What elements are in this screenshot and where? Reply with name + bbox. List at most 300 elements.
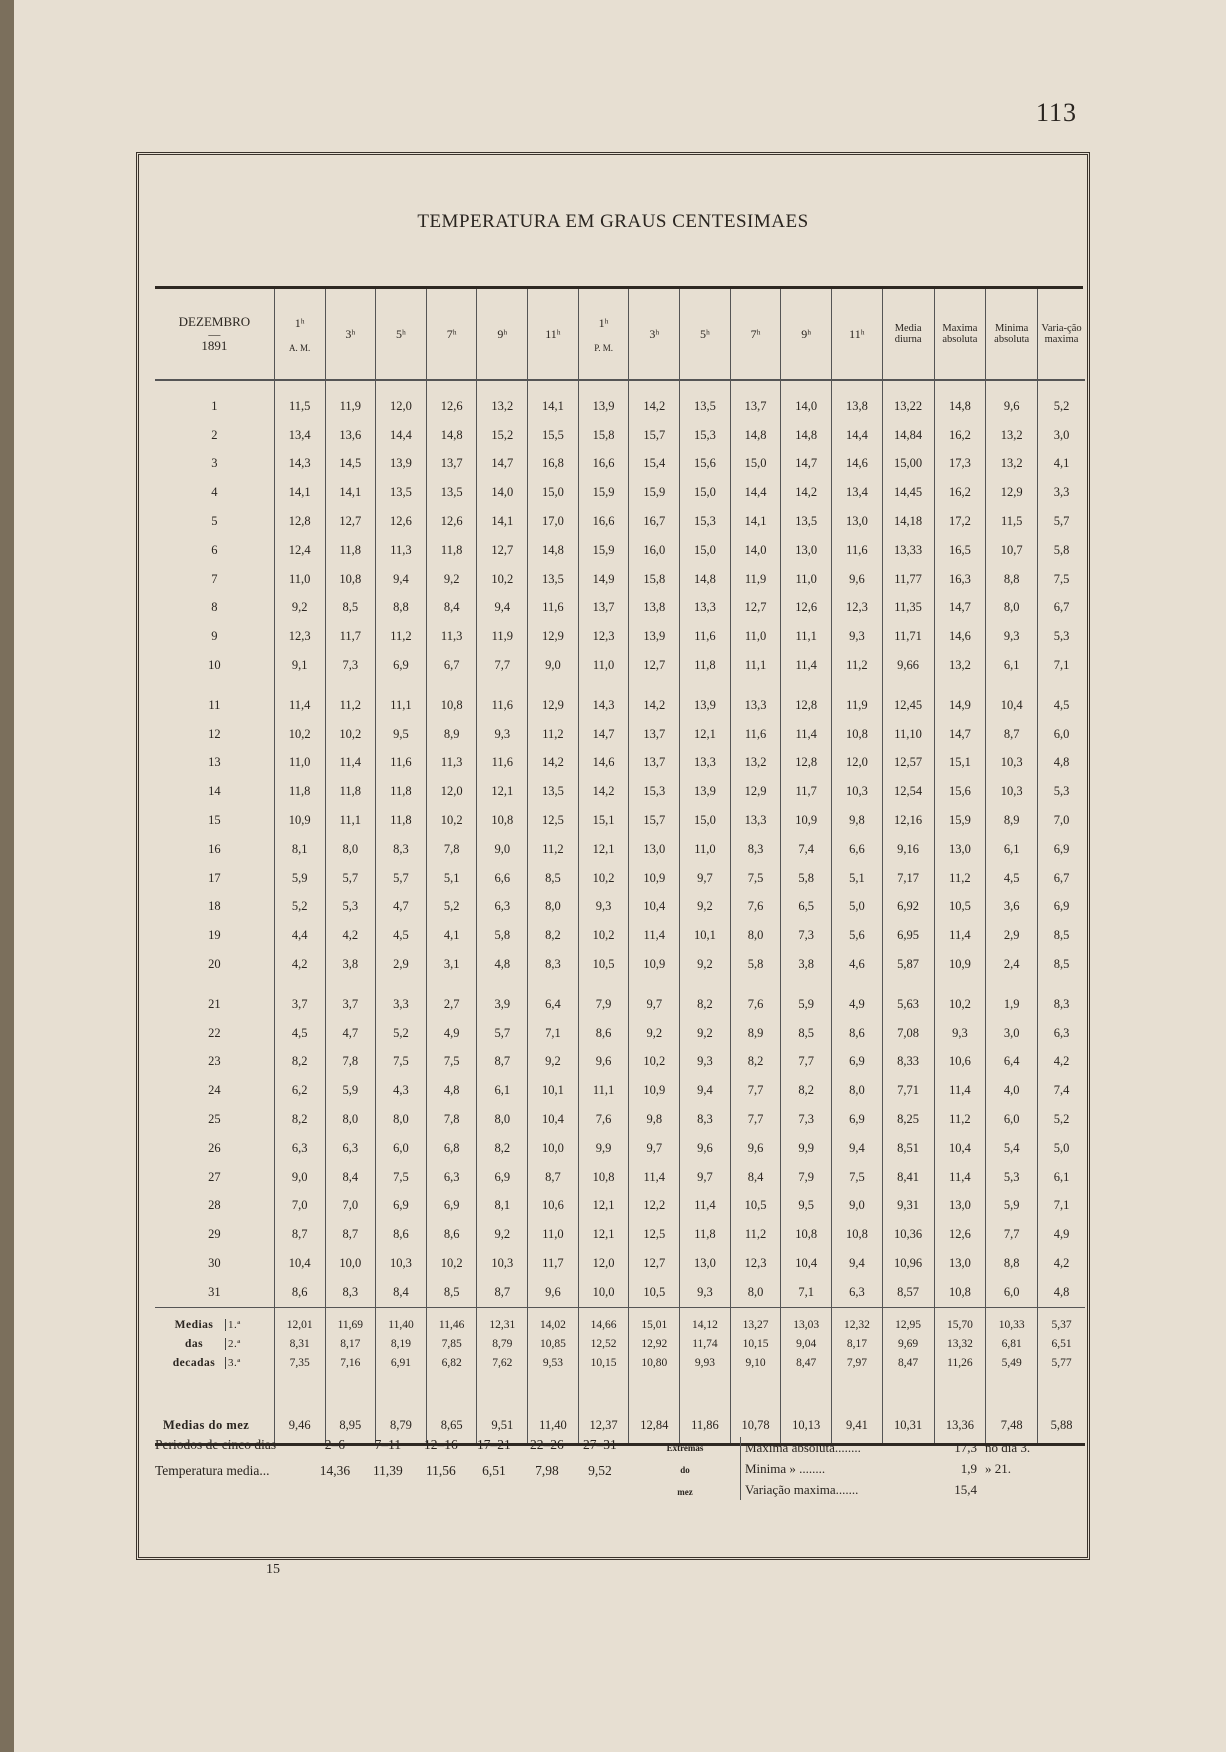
decade-label: Medias [174,1319,214,1332]
day-cell: 18 [208,899,221,914]
value-cell: 12,0 [426,777,477,806]
decade-row [155,1316,1085,1335]
value-cell: 11,2 [934,864,986,893]
value-cell: 9,2 [680,950,731,979]
value-cell: 8,6 [274,1278,325,1307]
value-cell: 9,6 [832,565,883,594]
value-cell: 4,9 [832,990,883,1019]
period-temperature: 6,51 [482,1463,506,1478]
day-cell: 2 [211,427,218,442]
value-cell: 10,9 [629,950,680,979]
decade-value: 12,92 [629,1335,680,1354]
value-cell: 11,4 [934,1076,986,1105]
value-cell: 13,5 [781,507,832,536]
value-cell: 10,2 [426,1249,477,1278]
value-cell: 5,7 [325,864,376,893]
value-cell: 5,0 [1038,1134,1085,1163]
column-header-2 [325,289,376,380]
spacer-cell [882,680,934,691]
value-cell: 8,4 [730,1163,781,1192]
spacer-cell [882,380,934,392]
decade-value: 10,33 [986,1316,1038,1335]
day-cell: 3 [211,456,218,471]
value-cell: 11,2 [934,1105,986,1134]
value-cell: 5,2 [1038,1105,1085,1134]
table-row [155,835,1085,864]
value-cell: 12,7 [477,536,528,565]
spacer-cell [934,380,986,392]
value-cell: 5,8 [477,921,528,950]
value-cell: 10,9 [274,806,325,835]
spacer-cell [1038,979,1085,990]
value-cell: 8,0 [986,594,1038,623]
value-cell: 6,2 [274,1076,325,1105]
value-cell: 11,2 [376,622,427,651]
column-header-4 [426,289,477,380]
value-cell: 8,2 [477,1134,528,1163]
value-cell: 14,6 [832,450,883,479]
value-cell: 14,7 [781,450,832,479]
value-cell: 5,7 [477,1019,528,1048]
table-row [155,450,1085,479]
value-cell: 14,2 [528,749,579,778]
value-cell: 5,87 [882,950,934,979]
value-cell: 8,0 [832,1076,883,1105]
extreme-item [745,1437,1075,1458]
value-cell: 11,3 [426,749,477,778]
period-temperature: 14,36 [319,1463,351,1478]
value-cell: 7,0 [1038,806,1085,835]
table-row [155,691,1085,720]
spacer-cell [528,680,579,691]
value-cell: 10,6 [528,1192,579,1221]
decade-value: 13,32 [934,1335,986,1354]
value-cell: 15,9 [578,536,629,565]
value-cell: 3,8 [781,950,832,979]
value-cell: 8,4 [376,1278,427,1307]
day-cell: 20 [208,957,221,972]
value-cell: 14,6 [934,622,986,651]
spacer-cell [680,1307,731,1316]
value-cell: 10,3 [986,749,1038,778]
period-value: 22–26 [530,1437,564,1452]
value-cell: 14,1 [274,478,325,507]
value-cell: 15,5 [528,421,579,450]
value-cell: 8,5 [781,1019,832,1048]
value-cell: 13,2 [730,749,781,778]
value-cell: 7,6 [730,893,781,922]
value-cell: 9,3 [832,622,883,651]
decade-value: 9,10 [730,1354,781,1373]
value-cell: 10,8 [477,806,528,835]
value-cell: 9,6 [578,1048,629,1077]
value-cell: 17,3 [934,450,986,479]
decade-value: 7,35 [274,1354,325,1373]
spacer-cell [325,979,376,990]
value-cell: 16,2 [934,421,986,450]
decade-value: 15,01 [629,1316,680,1335]
day-cell: 28 [208,1198,221,1213]
value-cell: 14,8 [426,421,477,450]
spacer-cell [629,680,680,691]
value-cell: 7,1 [1038,1192,1085,1221]
value-cell: 8,9 [986,806,1038,835]
day-cell: 16 [208,841,221,856]
value-cell: 14,0 [781,392,832,421]
value-cell: 6,3 [426,1163,477,1192]
day-cell: 8 [211,600,218,615]
value-cell: 7,6 [730,990,781,1019]
value-cell: 9,9 [578,1134,629,1163]
value-cell: 6,7 [1038,594,1085,623]
value-cell: 15,6 [680,450,731,479]
value-cell: 10,8 [325,565,376,594]
spacer-cell [1038,1307,1085,1316]
value-cell: 10,0 [528,1134,579,1163]
day-cell: 29 [208,1227,221,1242]
value-cell: 11,1 [730,651,781,680]
value-cell: 8,6 [832,1019,883,1048]
value-cell: 10,2 [629,1048,680,1077]
value-cell: 11,0 [730,622,781,651]
value-cell: 10,5 [730,1192,781,1221]
spacer-row [155,380,1085,392]
decade-value: 10,85 [528,1335,579,1354]
value-cell: 5,7 [1038,507,1085,536]
column-header-label: 11ʰ [849,326,865,341]
value-cell: 8,1 [274,835,325,864]
value-cell: 11,6 [528,594,579,623]
value-cell: 8,25 [882,1105,934,1134]
value-cell: 7,0 [274,1192,325,1221]
value-cell: 5,2 [376,1019,427,1048]
value-cell: 14,1 [325,478,376,507]
extreme-when: » 21. [985,1461,1011,1476]
value-cell: 5,9 [781,990,832,1019]
decade-row [155,1335,1085,1354]
month-mean-value: 12,37 [578,1373,629,1437]
value-cell: 15,0 [680,478,731,507]
value-cell: 14,8 [781,421,832,450]
table-row [155,1019,1085,1048]
spacer-cell [781,380,832,392]
month-mean-value: 5,88 [1038,1373,1085,1437]
value-cell: 5,9 [274,864,325,893]
table-row [155,1163,1085,1192]
extremes-label-2: do [680,1465,690,1475]
decade-value: 13,27 [730,1316,781,1335]
value-cell: 5,3 [325,893,376,922]
value-cell: 7,6 [578,1105,629,1134]
value-cell: 8,8 [376,594,427,623]
value-cell: 8,6 [376,1220,427,1249]
value-cell: 7,5 [376,1048,427,1077]
value-cell: 4,1 [426,921,477,950]
spacer-cell [274,979,325,990]
value-cell: 11,3 [426,622,477,651]
value-cell: 14,3 [578,691,629,720]
month-dash: — [208,327,221,341]
spacer-cell [477,380,528,392]
value-cell: 7,5 [426,1048,477,1077]
spacer-cell [477,680,528,691]
decade-value: 5,37 [1038,1316,1085,1335]
value-cell: 6,7 [426,651,477,680]
value-cell: 6,3 [325,1134,376,1163]
value-cell: 13,3 [680,749,731,778]
extreme-value: 15,4 [954,1482,977,1497]
value-cell: 9,0 [274,1163,325,1192]
table-row [155,1076,1085,1105]
value-cell: 10,2 [426,806,477,835]
value-cell: 10,6 [934,1048,986,1077]
value-cell: 11,8 [426,536,477,565]
month-mean-value: 11,40 [528,1373,579,1437]
value-cell: 13,7 [426,450,477,479]
period-temperature: 9,52 [588,1463,612,1478]
spacer-cell [832,1307,883,1316]
value-cell: 11,8 [680,651,731,680]
value-cell: 7,5 [376,1163,427,1192]
value-cell: 11,1 [578,1076,629,1105]
value-cell: 9,8 [832,806,883,835]
value-cell: 4,8 [477,950,528,979]
value-cell: 12,7 [325,507,376,536]
value-cell: 16,3 [934,565,986,594]
month-mean-value: 12,84 [629,1373,680,1437]
value-cell: 9,6 [680,1134,731,1163]
spacer-cell [934,979,986,990]
value-cell: 11,6 [730,720,781,749]
value-cell: 11,4 [680,1192,731,1221]
decade-value: 8,17 [325,1335,376,1354]
value-cell: 9,2 [680,893,731,922]
value-cell: 13,3 [730,806,781,835]
day-cell: 14 [208,784,221,799]
value-cell: 8,3 [325,1278,376,1307]
value-cell: 13,0 [781,536,832,565]
value-cell: 5,8 [1038,536,1085,565]
value-cell: 3,7 [325,990,376,1019]
value-cell: 6,9 [1038,835,1085,864]
spacer-cell [426,680,477,691]
value-cell: 10,3 [376,1249,427,1278]
spacer-cell [1038,680,1085,691]
day-cell: 17 [208,870,221,885]
value-cell: 7,8 [426,1105,477,1134]
spacer-cell [680,380,731,392]
value-cell: 9,2 [629,1019,680,1048]
decade-value: 8,47 [781,1354,832,1373]
value-cell: 12,0 [832,749,883,778]
value-cell: 9,4 [832,1249,883,1278]
decade-value: 5,49 [986,1354,1038,1373]
column-header-label: Minima absoluta [994,323,1030,345]
column-header-7 [578,289,629,380]
value-cell: 14,45 [882,478,934,507]
value-cell: 8,7 [477,1048,528,1077]
column-header-label: 3ʰ [649,326,660,341]
value-cell: 4,2 [325,921,376,950]
value-cell: 11,4 [274,691,325,720]
day-cell: 15 [208,813,221,828]
value-cell: 13,7 [629,720,680,749]
value-cell: 9,4 [832,1134,883,1163]
value-cell: 12,8 [274,507,325,536]
value-cell: 12,54 [882,777,934,806]
decade-value: 7,97 [832,1354,883,1373]
value-cell: 13,0 [934,1249,986,1278]
value-cell: 12,3 [730,1249,781,1278]
value-cell: 5,8 [781,864,832,893]
value-cell: 12,9 [730,777,781,806]
day-cell: 22 [208,1025,221,1040]
value-cell: 9,0 [832,1192,883,1221]
column-header-16 [1038,289,1085,380]
value-cell: 8,2 [680,990,731,1019]
value-cell: 7,8 [426,835,477,864]
decade-label-cell [155,1335,274,1354]
value-cell: 11,4 [781,651,832,680]
value-cell: 6,4 [528,990,579,1019]
value-cell: 11,0 [528,1220,579,1249]
value-cell: 7,08 [882,1019,934,1048]
value-cell: 15,1 [578,806,629,835]
table-row [155,1048,1085,1077]
value-cell: 10,4 [528,1105,579,1134]
value-cell: 5,4 [986,1134,1038,1163]
value-cell: 10,96 [882,1249,934,1278]
spacer-cell [680,680,731,691]
value-cell: 14,0 [730,536,781,565]
value-cell: 13,9 [578,392,629,421]
decade-value: 11,69 [325,1316,376,1335]
value-cell: 15,0 [680,806,731,835]
value-cell: 16,6 [578,450,629,479]
value-cell: 11,6 [376,749,427,778]
value-cell: 7,7 [986,1220,1038,1249]
value-cell: 14,7 [934,720,986,749]
value-cell: 7,5 [1038,565,1085,594]
value-cell: 9,9 [781,1134,832,1163]
value-cell: 3,3 [1038,478,1085,507]
value-cell: 9,66 [882,651,934,680]
value-cell: 10,5 [629,1278,680,1307]
decade-value: 10,15 [578,1354,629,1373]
value-cell: 13,0 [629,835,680,864]
value-cell: 14,8 [528,536,579,565]
value-cell: 7,3 [781,1105,832,1134]
value-cell: 6,4 [986,1048,1038,1077]
value-cell: 13,5 [528,777,579,806]
value-cell: 9,4 [376,565,427,594]
table-row [155,921,1085,950]
spacer-cell [426,1307,477,1316]
value-cell: 14,9 [934,691,986,720]
value-cell: 4,5 [376,921,427,950]
value-cell: 3,1 [426,950,477,979]
extremes-label [650,1437,720,1503]
value-cell: 7,9 [578,990,629,1019]
value-cell: 13,9 [680,691,731,720]
column-header-15 [986,289,1038,380]
month-header [155,289,274,380]
value-cell: 9,2 [426,565,477,594]
value-cell: 14,3 [274,450,325,479]
decade-value: 12,95 [882,1316,934,1335]
decade-value: 8,19 [376,1335,427,1354]
spacer-cell [274,680,325,691]
day-cell: 23 [208,1054,221,1069]
spacer-cell [528,380,579,392]
column-header-label: 3ʰ [345,326,356,341]
value-cell: 13,2 [934,651,986,680]
value-cell: 12,9 [986,478,1038,507]
value-cell: 11,9 [730,565,781,594]
value-cell: 13,9 [680,777,731,806]
value-cell: 6,9 [1038,893,1085,922]
spacer-cell [781,680,832,691]
value-cell: 10,2 [325,720,376,749]
value-cell: 8,2 [528,921,579,950]
value-cell: 9,3 [986,622,1038,651]
value-cell: 12,3 [274,622,325,651]
decade-value: 5,77 [1038,1354,1085,1373]
day-cell: 25 [208,1112,221,1127]
value-cell: 16,7 [629,507,680,536]
value-cell: 13,3 [680,594,731,623]
value-cell: 8,6 [578,1019,629,1048]
value-cell: 9,6 [730,1134,781,1163]
value-cell: 10,2 [578,864,629,893]
value-cell: 14,8 [730,421,781,450]
value-cell: 11,8 [325,777,376,806]
sheet-number: 15 [266,1562,280,1577]
value-cell: 5,2 [1038,392,1085,421]
value-cell: 5,1 [832,864,883,893]
value-cell: 7,8 [325,1048,376,1077]
period-temperature: 7,98 [535,1463,559,1478]
value-cell: 15,0 [730,450,781,479]
decade-label: decadas [172,1357,216,1370]
value-cell: 13,22 [882,392,934,421]
value-cell: 12,3 [578,622,629,651]
spacer-cell [781,1307,832,1316]
value-cell: 9,3 [578,893,629,922]
value-cell: 4,8 [1038,749,1085,778]
value-cell: 11,1 [325,806,376,835]
value-cell: 14,2 [578,777,629,806]
value-cell: 8,5 [325,594,376,623]
spacer-cell [325,380,376,392]
value-cell: 13,6 [325,421,376,450]
value-cell: 7,4 [1038,1076,1085,1105]
table-row [155,594,1085,623]
value-cell: 13,5 [426,478,477,507]
value-cell: 8,6 [426,1220,477,1249]
extreme-value: 1,9 [960,1461,977,1476]
value-cell: 10,2 [477,565,528,594]
value-cell: 12,6 [426,392,477,421]
column-header-label: 5ʰ [396,326,406,341]
value-cell: 11,6 [680,622,731,651]
value-cell: 9,3 [934,1019,986,1048]
value-cell: 15,8 [629,565,680,594]
value-cell: 10,2 [934,990,986,1019]
value-cell: 6,6 [832,835,883,864]
value-cell: 8,0 [325,1105,376,1134]
value-cell: 14,4 [730,478,781,507]
